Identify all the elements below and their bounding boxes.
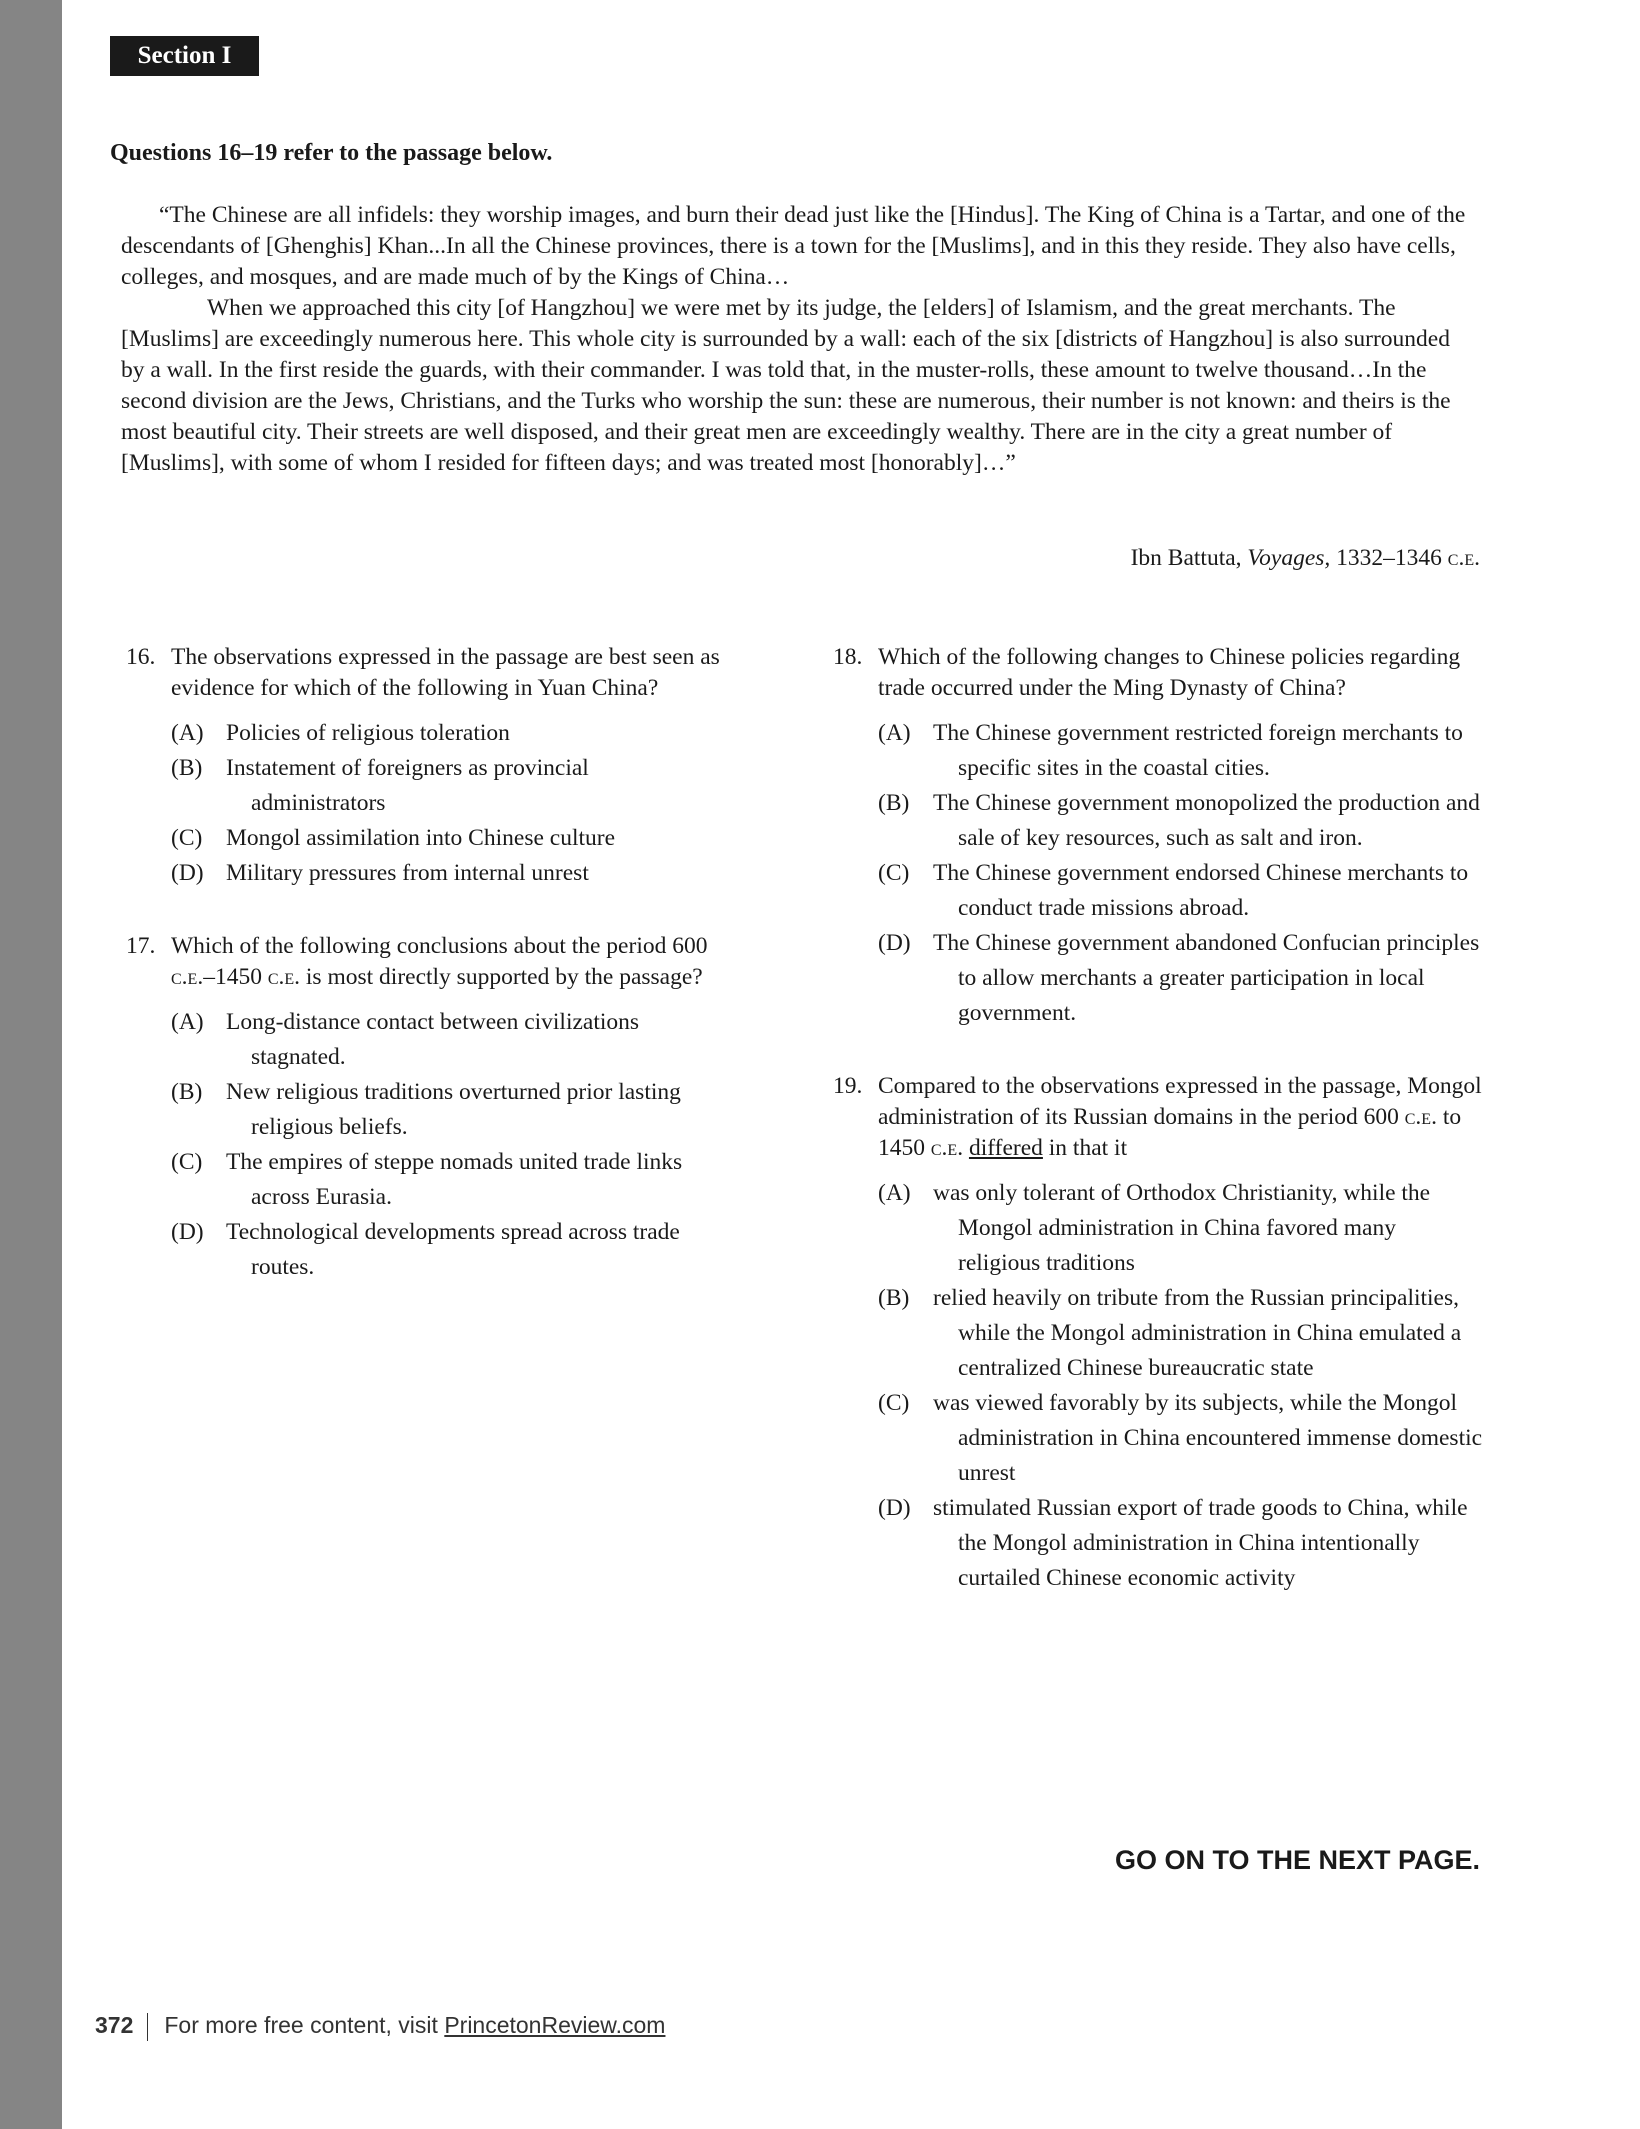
question-16 <box>126 642 726 891</box>
stem-part: –1450 <box>203 964 262 990</box>
option-b[interactable] <box>878 786 1483 856</box>
option-label: (A) <box>878 720 911 746</box>
question-number: 16. <box>126 644 156 670</box>
option-d[interactable] <box>878 926 1483 1031</box>
option-a[interactable] <box>878 1176 1483 1281</box>
option-label: (B) <box>878 1285 910 1311</box>
option-c[interactable] <box>171 1145 726 1215</box>
option-text: The Chinese government monopolized the production and sale of key resources, such as salt and iron. <box>933 790 1480 851</box>
go-next-page: GO ON TO THE NEXT PAGE. <box>1114 1845 1480 1875</box>
citation-work: Voyages, <box>1247 545 1331 571</box>
question-stem <box>878 1071 1483 1164</box>
right-column <box>833 642 1483 1636</box>
option-label: (B) <box>171 1079 203 1105</box>
stem-part: Which of the following conclusions about the period 600 <box>171 933 708 959</box>
footer-link[interactable]: PrincetonReview.com <box>444 2012 666 2038</box>
era-abbrev: c.e. <box>930 1135 964 1161</box>
option-label: (D) <box>878 1495 911 1521</box>
option-text: Policies of religious toleration <box>226 720 510 746</box>
footer-divider <box>147 2013 148 2041</box>
question-stem <box>171 931 726 993</box>
option-label: (C) <box>171 1149 203 1175</box>
option-text: Military pressures from internal unrest <box>226 860 589 886</box>
stem-part: in that it <box>1048 1135 1128 1161</box>
option-c[interactable] <box>171 821 726 856</box>
option-text: New religious traditions overturned prior lasting religious beliefs. <box>226 1079 681 1140</box>
citation <box>1131 545 1480 572</box>
passage-paragraph-2: When we approached this city [of Hangzhou] we were met by its judge, the [elders] of Islamism, and the great merchants. The [Muslims] are exceedingly numerous here. This whole city is surrounded by a wall: each of the six [districts of Hangzhou] is also surrounded by a wall. In the first reside the guards, with their commander. I was told that, in the muster-rolls, these amount to twelve thousand…In the second division are the Jews, Christians, and the Turks who worship the sun: these are numerous, their number is not known: and theirs is the most beautiful city. Their streets are well disposed, and their great men are exceedingly wealthy. There are in the city a great number of [Muslims], with some of whom I resided for fifteen days; and was treated most [honorably]…” <box>121 295 1451 476</box>
section-label: Section I <box>110 36 259 76</box>
question-stem: Which of the following changes to Chinese policies regarding trade occurred under the Ming Dynasty of China? <box>878 644 1461 701</box>
citation-years: 1332–1346 <box>1336 545 1442 571</box>
footer-text: For more free content, visit <box>164 2012 438 2038</box>
option-label: (D) <box>878 930 911 956</box>
option-d[interactable] <box>878 1491 1483 1596</box>
option-text: stimulated Russian export of trade goods to China, while the Mongol administration in China intentionally curtailed Chinese economic activity <box>933 1495 1468 1591</box>
option-text: relied heavily on tribute from the Russian principalities, while the Mongol administration in China emulated a centralized Chinese bureaucratic state <box>933 1285 1462 1381</box>
citation-author: Ibn Battuta, <box>1130 545 1242 571</box>
era-abbrev: c.e. <box>1404 1104 1437 1130</box>
option-label: (D) <box>171 860 204 886</box>
option-b[interactable] <box>878 1281 1483 1386</box>
side-bar <box>0 0 62 2129</box>
option-b[interactable] <box>171 1075 726 1145</box>
option-label: (B) <box>171 755 203 781</box>
option-text: Technological developments spread across trade routes. <box>226 1219 680 1280</box>
option-text: Mongol assimilation into Chinese culture <box>226 825 616 851</box>
option-text: was only tolerant of Orthodox Christianity, while the Mongol administration in China favored many religious traditions <box>933 1180 1431 1276</box>
question-17 <box>126 931 726 1285</box>
option-d[interactable] <box>171 1215 726 1285</box>
option-label: (A) <box>878 1180 911 1206</box>
option-label: (D) <box>171 1219 204 1245</box>
option-d[interactable] <box>171 856 726 891</box>
stem-part: is most directly supported by the passage? <box>305 964 703 990</box>
option-label: (C) <box>878 1390 910 1416</box>
era-abbrev: c.e. <box>267 964 301 990</box>
stem-part: Compared to the observations expressed in the passage, Mongol administration of its Russian domains in the period 600 <box>878 1073 1482 1130</box>
passage <box>121 200 1471 479</box>
option-a[interactable] <box>171 716 726 751</box>
option-text: The empires of steppe nomads united trade links across Eurasia. <box>226 1149 683 1210</box>
question-18 <box>833 642 1483 1031</box>
option-a[interactable] <box>878 716 1483 786</box>
question-19 <box>833 1071 1483 1596</box>
underlined-word: differed <box>968 1135 1043 1161</box>
question-number: 18. <box>833 644 863 670</box>
era-abbrev: c.e. <box>171 964 204 990</box>
left-column <box>126 642 726 1325</box>
option-label: (C) <box>878 860 910 886</box>
option-text: The Chinese government restricted foreign merchants to specific sites in the coastal cities. <box>933 720 1463 781</box>
option-text: The Chinese government endorsed Chinese merchants to conduct trade missions abroad. <box>933 860 1469 921</box>
citation-era: c.e. <box>1447 545 1480 571</box>
option-text: Instatement of foreigners as provincial administrators <box>226 755 589 816</box>
option-label: (C) <box>171 825 203 851</box>
option-c[interactable] <box>878 856 1483 926</box>
option-label: (B) <box>878 790 910 816</box>
option-a[interactable] <box>171 1005 726 1075</box>
option-label: (A) <box>171 1009 204 1035</box>
option-b[interactable] <box>171 751 726 821</box>
option-label: (A) <box>171 720 204 746</box>
questions-intro: Questions 16–19 refer to the passage below. <box>110 140 553 166</box>
option-c[interactable] <box>878 1386 1483 1491</box>
page-number: 372 <box>95 2012 134 2038</box>
footer <box>95 2012 665 2041</box>
stem-part: to 1450 <box>878 1104 1462 1161</box>
question-number: 19. <box>833 1073 863 1099</box>
passage-paragraph-1: “The Chinese are all infidels: they worship images, and burn their dead just like the [Hindus]. The King of China is a Tartar, and one of the descendants of [Ghenghis] Khan...In all the Chinese provinces, there is a town for the [Muslims], and in this they reside. They also have cells, colleges, and mosques, and are made much of by the Kings of China… <box>121 202 1466 290</box>
option-text: was viewed favorably by its subjects, while the Mongol administration in China encountered immense domestic unrest <box>933 1390 1483 1486</box>
option-text: The Chinese government abandoned Confucian principles to allow merchants a greater participation in local government. <box>933 930 1480 1026</box>
question-number: 17. <box>126 933 156 959</box>
question-stem: The observations expressed in the passage are best seen as evidence for which of the following in Yuan China? <box>171 644 720 701</box>
option-text: Long-distance contact between civilizations stagnated. <box>226 1009 640 1070</box>
